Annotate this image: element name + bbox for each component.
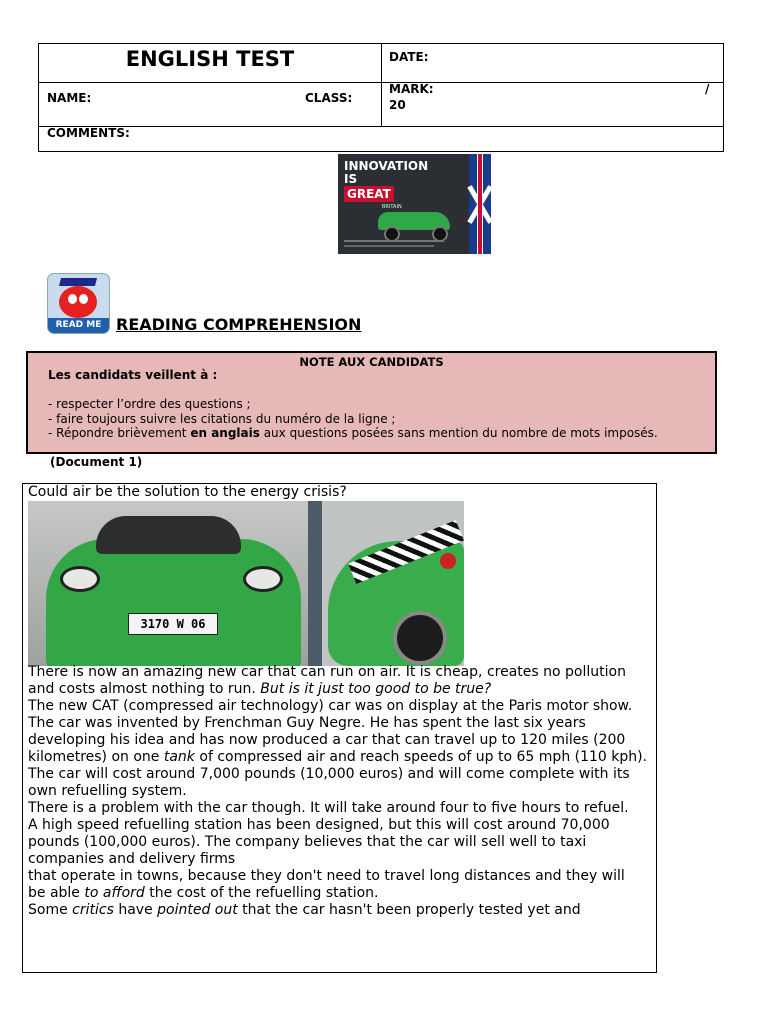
note-item-3 [48,426,658,440]
note-title: NOTE AUX CANDIDATS [299,355,444,369]
divider [381,44,382,126]
union-jack-icon [469,154,491,254]
poster-line2: IS [344,172,358,186]
section-title: READING COMPREHENSION [116,315,362,334]
text-run-italic: critics [72,902,114,918]
note-item-1: - respecter l’ordre des questions ; [48,397,251,411]
text-run: and costs almost nothing to run. [28,681,261,697]
document-question: Could air be the solution to the energy crisis? [28,484,347,500]
paragraph: There is now an amazing new car that can run on air. It is cheap, creates no pollution [28,664,626,680]
text-run: that the car hasn't been properly tested yet and [237,902,581,918]
green-car-front [46,539,301,666]
poster-line1: INNOVATION [344,159,429,173]
paragraph: There is a problem with the car though. It will take around four to five hours to refuel. [28,800,629,816]
mascot-eye [68,294,77,304]
paragraph [28,681,656,698]
text-run: the cost of the refuelling station. [144,885,379,901]
date-label: DATE: [389,50,429,64]
document-box [22,483,657,973]
read-me-label: READ ME [48,318,109,333]
read-me-icon [47,273,110,334]
divider [39,126,723,127]
mascot-eye [79,294,88,304]
test-title: ENGLISH TEST [125,47,295,71]
graduation-cap-icon [59,278,97,286]
poster-line4: BRITAIN [382,204,402,210]
note-intro: Les candidats veillent à : [48,368,218,382]
cat-car-photo [28,501,464,666]
document-body [28,664,656,919]
note-box [26,351,717,454]
note-item-3-bold: en anglais [190,426,260,440]
paragraph [28,698,656,800]
text-run-italic: pointed out [157,902,238,918]
mark-slash: / [705,82,710,96]
class-label: CLASS: [305,91,353,105]
text-run: have [113,902,158,918]
text-run: of compressed air and reach speeds of up to 65 mph (110 kph). The car will cost around 7,000 pounds (10,000 euros) and will come complete with its own refuelling system. [28,749,648,799]
note-item-2: - faire toujours suivre les citations du numéro de la ligne ; [48,412,396,426]
paragraph: A high speed refuelling station has been designed, but this will cost around 70,000 pounds (100,000 euros). The company believes that the car will sell well to taxi companies and delivery firms [28,817,610,867]
text-run-italic: But is it just too good to be true? [260,681,492,697]
header-table [38,43,724,152]
paragraph [28,902,656,919]
poster-line3: GREAT [344,186,394,202]
divider [39,82,723,83]
text-run-italic: tank [163,749,195,765]
text-run: The new CAT (compressed air technology) car was on display at the Paris motor show. The car was invented by Frenchman Guy Negre. He has spent the last six years developing his idea and has now produced a car that can travel up to 120 miles (200 kilometres) on one [28,698,633,765]
note-item-3-text: aux questions posées sans mention du nombre de mots imposés. [259,426,658,440]
paragraph: that operate in towns, because they don't need to travel long distances and they will [28,868,625,884]
innovation-poster-image [338,154,491,254]
name-label: NAME: [47,91,92,105]
text-run: be able [28,885,85,901]
document-label: (Document 1) [50,455,143,469]
mascot-face [59,286,97,318]
text-run: Some [28,902,73,918]
mark-label: MARK: [389,82,434,96]
note-item-3-text: - Répondre brièvement [48,426,191,440]
text-run-italic: to afford [84,885,145,901]
poster-fineprint [344,240,444,242]
poster-fineprint [344,245,434,247]
paragraph [28,885,656,902]
mark-total: 20 [389,98,406,112]
comments-label: COMMENTS: [47,126,130,140]
license-plate: 3170 W 06 [128,613,218,635]
